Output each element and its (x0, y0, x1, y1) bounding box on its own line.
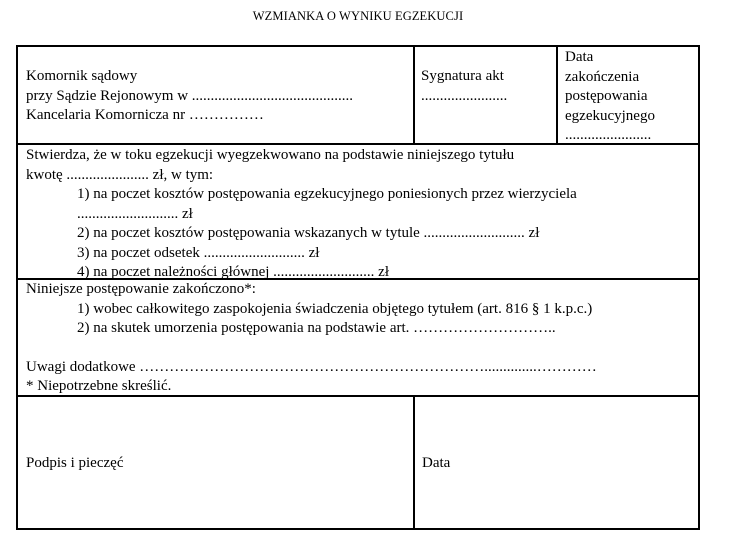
proceedings-section (18, 280, 698, 397)
court-field[interactable]: przy Sądzie Rejonowym w ........................................... (26, 87, 354, 104)
completion-date-label-4: egzekucyjnego (565, 107, 655, 124)
recovered-amount-section (18, 145, 698, 280)
completion-date-field[interactable]: ....................... (565, 127, 652, 143)
bailiff-title: Komornik sądowy (26, 68, 138, 84)
total-amount-field[interactable]: kwotę ...................... zł, w tym: (26, 166, 214, 183)
document-title: WZMIANKA O WYNIKU EGZEKUCJI (252, 9, 464, 23)
proceedings-heading: Niniejsze postępowanie zakończono*: (26, 281, 256, 297)
statement-line: Stwierdza, że w toku egzekucji wyegzekwowano na podstawie niniejszego tytułu (26, 147, 515, 163)
case-signature-field[interactable]: ....................... (421, 87, 508, 104)
full-satisfaction-option[interactable]: 1) wobec całkowitego zaspokojenia świadczenia objętego tytułem (art. 816 § 1 k.p.c.) (77, 300, 593, 317)
completion-date-label-3: postępowania (565, 88, 648, 104)
bailiff-cell (18, 47, 415, 143)
signature-stamp-cell[interactable] (18, 397, 415, 528)
interest-field[interactable]: 3) na poczet odsetek ........................... zł (77, 244, 320, 261)
completion-date-cell (558, 47, 698, 143)
discontinuation-option[interactable]: 2) na skutek umorzenia postępowania na podstawie art. ……………………….. (77, 320, 556, 336)
date-cell[interactable] (415, 397, 698, 528)
case-signature-label: Sygnatura akt (421, 68, 504, 84)
completion-date-label-1: Data (565, 49, 594, 65)
signature-stamp-label: Podpis i pieczęć (26, 455, 124, 471)
additional-remarks-field[interactable]: Uwagi dodatkowe ……………………………………………………………..............………… (26, 358, 597, 375)
title-costs-field[interactable]: 2) na poczet kosztów postępowania wskazanych w tytule ........................... zł (77, 225, 540, 241)
creditor-costs-item: 1) na poczet kosztów postępowania egzekucyjnego poniesionych przez wierzyciela (77, 186, 577, 202)
date-label: Data (422, 455, 451, 471)
office-number-field[interactable]: Kancelaria Komornicza nr …………… (26, 107, 264, 123)
principal-field[interactable]: 4) na poczet należności głównej ........................... zł (77, 264, 389, 280)
header-row (18, 47, 698, 145)
creditor-costs-amount-field[interactable]: ........................... zł (77, 205, 193, 222)
signature-row (18, 397, 698, 528)
footnote: * Niepotrzebne skreślić. (26, 378, 172, 394)
result-form (16, 45, 700, 530)
case-signature-cell (415, 47, 558, 143)
spacer (26, 339, 597, 358)
completion-date-label-2: zakończenia (565, 68, 640, 85)
